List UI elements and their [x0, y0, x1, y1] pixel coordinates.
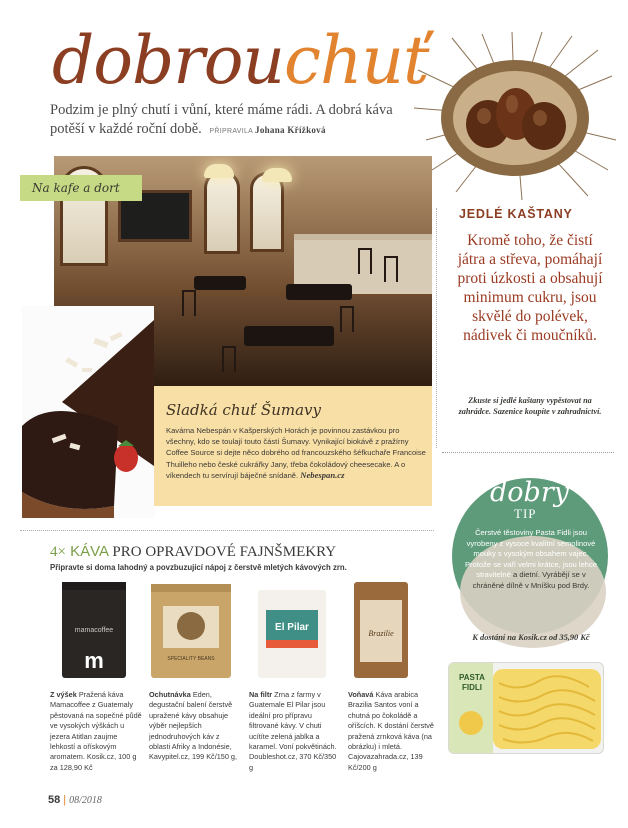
coffee-heading: [50, 543, 336, 561]
cafe-table: [286, 284, 352, 300]
cafe-body-text: Kavárna Nebespán v Kašperských Horách je povinnou zastávkou pro všechny, kdo se toulají touto částí Šumavy. Vynikající biokávě z pražírny Coffee Source si dejte něco dobrého od francouzského šéfkuchaře Francoise Thuilleho nebo české cukrářky Jany, třeba čokoládový cheesecake. A o víkendech tu servírují báječné snídaně.: [166, 426, 426, 480]
sidebar-rule: [442, 452, 614, 453]
product-2-text: Eden, degustační balení čerstvě upražené kávy obsahuje výběr nejlepších jednodruhových káv z oblasti Afriky a Indonésie, Kavypitel.cz, 199 Kč/150 g,: [149, 690, 238, 762]
product-3-text: Zrna z farmy v Guatemale El Pilar jsou ideální pro přípravu filtrované kávy. V chuti ucítíte zelená jablka a karamel. Voní pokvětinách. Doubleshot.cz, 370 Kč/350 g: [249, 690, 337, 772]
cafe-chair: [340, 306, 354, 332]
page-title: [52, 22, 429, 99]
coffee-bag-el-pilar-label: El Pilar: [275, 622, 309, 633]
cafe-text: [166, 401, 426, 481]
cafe-lamp: [204, 164, 234, 178]
tip-text-light: Čerstvé těstoviny Pasta Fidli jsou vyrobeny z vysoce kvalitní semolinové mouky s vysokým obsahem vajec. Protože se vaří velmi krátce, jsou lehce stravitelné: [464, 528, 598, 580]
coffee-heading-keyword: KÁVA: [70, 543, 109, 560]
coffee-bag-kraft: [149, 580, 233, 680]
cafe-window: [250, 172, 284, 252]
title-part-2: chuť: [284, 22, 429, 99]
product-4-text: Káva arabica Brazilia Santos voní a chutná po čokoládě a oříšcích. K dostání čerstvě pražená zrnková káva (na obrázku) i mletá. Cajovazahrada.cz, 139 Kč/200 g: [348, 690, 434, 772]
intro-text: [50, 101, 410, 141]
coffee-bag-mamacoffee-label: mamacoffee: [74, 627, 114, 634]
cafe-body: [166, 425, 426, 481]
coffee-heading-rest: PRO OPRAVDOVÉ FAJNŠMEKRY: [112, 544, 337, 560]
pasta-package: [448, 662, 604, 754]
product-2: [149, 690, 241, 763]
cafe-table: [194, 276, 246, 290]
coffee-bag-kraft-label: SPECIALITY BEANS: [167, 656, 215, 662]
cafe-table: [244, 326, 334, 346]
tip-text-dark: a dietní. Vyrábějí se v chráněné dílně v Mníšku pod Brdy.: [472, 570, 590, 590]
page-footer: [48, 794, 102, 806]
pasta-package-label: PASTA FIDLI: [459, 673, 485, 692]
svg-text:m: m: [84, 648, 104, 673]
page-number: 58: [48, 794, 61, 806]
intro-paragraph: Podzim je plný chutí i vůní, které máme rádi. A dobrá káva potěší v každé roční době.: [50, 102, 393, 137]
product-1-bold: Z výšek: [50, 690, 77, 699]
coffee-bag-el-pilar: [256, 580, 328, 680]
section-rule: [20, 530, 434, 531]
footer-separator: |: [63, 794, 67, 806]
coffee-bag-brazilie-label: Brazilie: [368, 629, 394, 638]
title-part-1: dobrou: [52, 22, 285, 99]
tip-availability: K dostání na Kosik.cz od 35,90 Kč: [472, 633, 590, 642]
cafe-link[interactable]: Nebespan.cz: [300, 469, 345, 480]
sidebar-divider: [436, 208, 437, 448]
credit-label: PŘIPRAVILA: [209, 128, 253, 135]
chestnut-illustration: [412, 30, 618, 202]
cake-photo: [22, 306, 154, 518]
cafe-lamp: [262, 168, 292, 182]
product-1: [50, 690, 142, 773]
tip-subtitle: TIP: [514, 506, 537, 521]
product-2-bold: Ochutnávka: [149, 690, 191, 699]
cafe-chair: [182, 290, 196, 316]
credit: [209, 125, 326, 135]
cake-illustration: [22, 306, 154, 518]
product-3: [249, 690, 341, 773]
coffee-heading-count: 4×: [50, 544, 66, 560]
credit-name: Johana Křížková: [255, 125, 326, 135]
product-4: [348, 690, 440, 773]
cafe-heading: Sladká chuť Šumavy: [166, 401, 321, 419]
product-1-text: Pražená káva Mamacoffee z Guatemaly pěstovaná na sopečné půdě ve vysokých výškách u jezera Atitlan zaujme lehkostí a ořískovým aromatem. Kosik.cz, 100 g za 128,90 Kč: [50, 690, 142, 772]
sidebar-note: Zkuste si jedlé kaštany vypěstovat na zahrádce. Sazenice koupíte v zahradnictví.: [458, 396, 602, 416]
tip-title: dobrý: [490, 477, 569, 508]
sidebar-quote: Kromě toho, že čistí játra a střeva, pomáhají proti úzkosti a obsahují minimum cukru, jsou skvělé do polévek, nádivek či moučníků.: [457, 232, 603, 344]
issue-number: 08/2018: [69, 795, 102, 806]
cafe-chair: [222, 346, 236, 372]
cafe-chair: [358, 248, 372, 274]
sidebar-title: JEDLÉ KAŠTANY: [459, 207, 573, 221]
cafe-chair: [384, 256, 398, 282]
product-4-bold: Voňavá: [348, 690, 374, 699]
coffee-bag-mamacoffee: [60, 580, 128, 680]
cafe-window: [204, 170, 240, 254]
product-3-bold: Na filtr: [249, 690, 273, 699]
tip-text: [462, 528, 600, 592]
coffee-subheading: Připravte si doma lahodný a povzbuzující nápoj z čerstvě mletých kávových zrn.: [50, 563, 347, 572]
coffee-bag-brazilie: [352, 580, 410, 680]
section-tag: Na kafe a dort: [20, 175, 142, 201]
